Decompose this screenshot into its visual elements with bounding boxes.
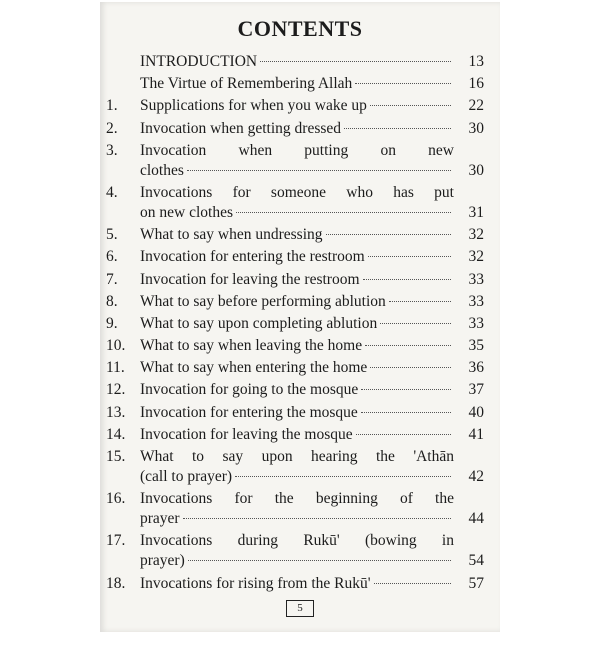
entry-number: 7.	[106, 270, 118, 288]
entry-number: 6.	[106, 248, 118, 266]
dot-leader	[365, 345, 451, 346]
dot-leader	[370, 367, 451, 368]
entry-number: 15.	[106, 448, 126, 465]
entry-page-number: 32	[468, 226, 484, 244]
entry-title	[140, 270, 454, 290]
dot-leader	[361, 389, 451, 390]
entry-number: 4.	[106, 183, 118, 201]
toc-entry	[106, 141, 484, 181]
dot-leader	[363, 279, 451, 280]
entry-number	[106, 52, 140, 72]
entry-title-line: Invocations for the beginning of the	[140, 490, 454, 508]
toc-entry	[106, 425, 484, 445]
entry-title-line: Invocation for entering the restroom	[140, 248, 365, 266]
entry-title	[140, 96, 454, 116]
dot-leader	[188, 560, 451, 561]
entry-page-number: 37	[468, 381, 484, 399]
page-folio: 5	[286, 600, 314, 617]
entry-title-line: Invocations for rising from the Rukū'	[140, 574, 371, 592]
entry-number: 16.	[106, 490, 126, 508]
entry-page-number: 30	[468, 161, 484, 179]
entry-title	[140, 119, 454, 139]
entry-number: 10.	[106, 337, 126, 355]
dot-leader	[374, 583, 451, 584]
entry-number: 17.	[106, 532, 126, 550]
entry-title	[140, 247, 454, 267]
entry-page-number: 40	[468, 403, 484, 421]
entry-title	[140, 403, 454, 423]
entry-page-number: 32	[468, 248, 484, 266]
entry-title-line: The Virtue of Remembering Allah	[140, 75, 353, 93]
toc-entry	[106, 336, 484, 356]
entry-title-line: What to say when entering the home	[140, 359, 368, 377]
entry-title	[140, 358, 454, 378]
entry-page-number: 36	[468, 359, 484, 377]
entry-title-line: Invocation when putting on new	[140, 141, 454, 159]
entry-title	[140, 380, 454, 400]
toc-entry	[106, 314, 484, 334]
entry-number	[106, 74, 140, 94]
entry-title-line: What to say when undressing	[140, 226, 323, 244]
dot-leader	[368, 256, 451, 257]
dot-leader	[356, 434, 451, 435]
toc-entry	[106, 183, 484, 223]
entry-number: 3.	[106, 141, 118, 159]
entry-number: 12.	[106, 381, 126, 399]
toc-entry	[106, 96, 484, 116]
entry-title-line: on new clothes	[140, 203, 233, 221]
entry-page-number: 31	[468, 203, 484, 221]
entry-page-number: 13	[468, 53, 484, 70]
entry-page-number: 54	[468, 552, 484, 570]
dot-leader	[389, 301, 451, 302]
entry-page-number: 57	[468, 574, 484, 592]
table-of-contents	[106, 52, 484, 596]
contents-heading: CONTENTS	[237, 16, 363, 41]
dot-leader	[326, 234, 451, 235]
entry-number: 5.	[106, 226, 118, 244]
entry-page-number: 30	[468, 119, 484, 137]
entry-number: 8.	[106, 292, 118, 310]
entry-page-number: 33	[468, 292, 484, 310]
dot-leader	[183, 518, 451, 519]
entry-page-number: 41	[468, 425, 484, 443]
entry-title	[140, 74, 454, 94]
toc-entry	[106, 74, 484, 94]
entry-title	[140, 574, 454, 594]
toc-entry	[106, 119, 484, 139]
entry-title	[140, 425, 454, 445]
toc-entry	[106, 292, 484, 312]
entry-page-number: 35	[468, 337, 484, 355]
entry-title	[140, 141, 454, 181]
dot-leader	[370, 105, 451, 106]
toc-entry	[106, 403, 484, 423]
dot-leader	[361, 412, 451, 413]
dot-leader	[187, 170, 451, 171]
toc-entry	[106, 225, 484, 245]
entry-title	[140, 489, 454, 529]
entry-title	[140, 292, 454, 312]
toc-entry	[106, 358, 484, 378]
dot-leader	[260, 61, 451, 62]
entry-page-number: 33	[468, 270, 484, 288]
entry-number: 1.	[106, 97, 118, 115]
entry-number: 2.	[106, 119, 118, 137]
entry-title-line: Invocation for going to the mosque	[140, 381, 359, 399]
entry-page-number: 33	[468, 314, 484, 332]
entry-title	[140, 314, 454, 334]
entry-title	[140, 447, 454, 487]
dot-leader	[235, 476, 451, 477]
entry-title-line: What to say when leaving the home	[140, 337, 363, 355]
entry-title	[140, 183, 454, 223]
entry-number: 14.	[106, 425, 126, 443]
toc-entry	[106, 270, 484, 290]
entry-title-line: Supplications for when you wake up	[140, 97, 367, 115]
entry-title	[140, 531, 454, 571]
entry-number: 13.	[106, 403, 126, 421]
toc-entry	[106, 447, 484, 487]
toc-entry	[106, 380, 484, 400]
entry-title-line: Invocation when getting dressed	[140, 119, 342, 137]
entry-title-line: (call to prayer)	[140, 468, 233, 485]
entry-title-line: INTRODUCTION	[140, 53, 258, 70]
entry-title-line: clothes	[140, 161, 184, 179]
entry-title-line: Invocation for leaving the restroom	[140, 270, 360, 288]
toc-entry	[106, 574, 484, 594]
entry-title-line: What to say upon completing ablution	[140, 314, 378, 332]
entry-title-line: Invocations during Rukū' (bowing in	[140, 532, 454, 550]
toc-entry	[106, 247, 484, 267]
entry-title-line: What to say before performing ablution	[140, 292, 386, 310]
entry-title	[140, 225, 454, 245]
entry-title-line: Invocations for someone who has put	[140, 183, 454, 201]
entry-title-line: prayer)	[140, 552, 185, 570]
entry-page-number: 44	[468, 510, 484, 528]
entry-number: 11.	[106, 359, 125, 377]
entry-page-number: 22	[468, 97, 484, 115]
entry-title-line: Invocation for entering the mosque	[140, 403, 358, 421]
toc-entry	[106, 489, 484, 529]
book-page	[100, 2, 500, 632]
entry-number: 18.	[106, 574, 126, 592]
entry-title-line: prayer	[140, 510, 180, 528]
dot-leader	[380, 323, 451, 324]
entry-page-number: 16	[468, 75, 484, 93]
dot-leader	[344, 128, 451, 129]
toc-entry	[106, 52, 484, 72]
toc-entry	[106, 531, 484, 571]
entry-title-line: Invocation for leaving the mosque	[140, 425, 353, 443]
entry-title	[140, 336, 454, 356]
dot-leader	[355, 83, 451, 84]
entry-number: 9.	[106, 314, 118, 332]
entry-page-number: 42	[468, 468, 484, 485]
entry-title-line: What to say upon hearing the 'Athān	[140, 448, 454, 465]
dot-leader	[236, 212, 451, 213]
entry-title	[140, 52, 454, 72]
